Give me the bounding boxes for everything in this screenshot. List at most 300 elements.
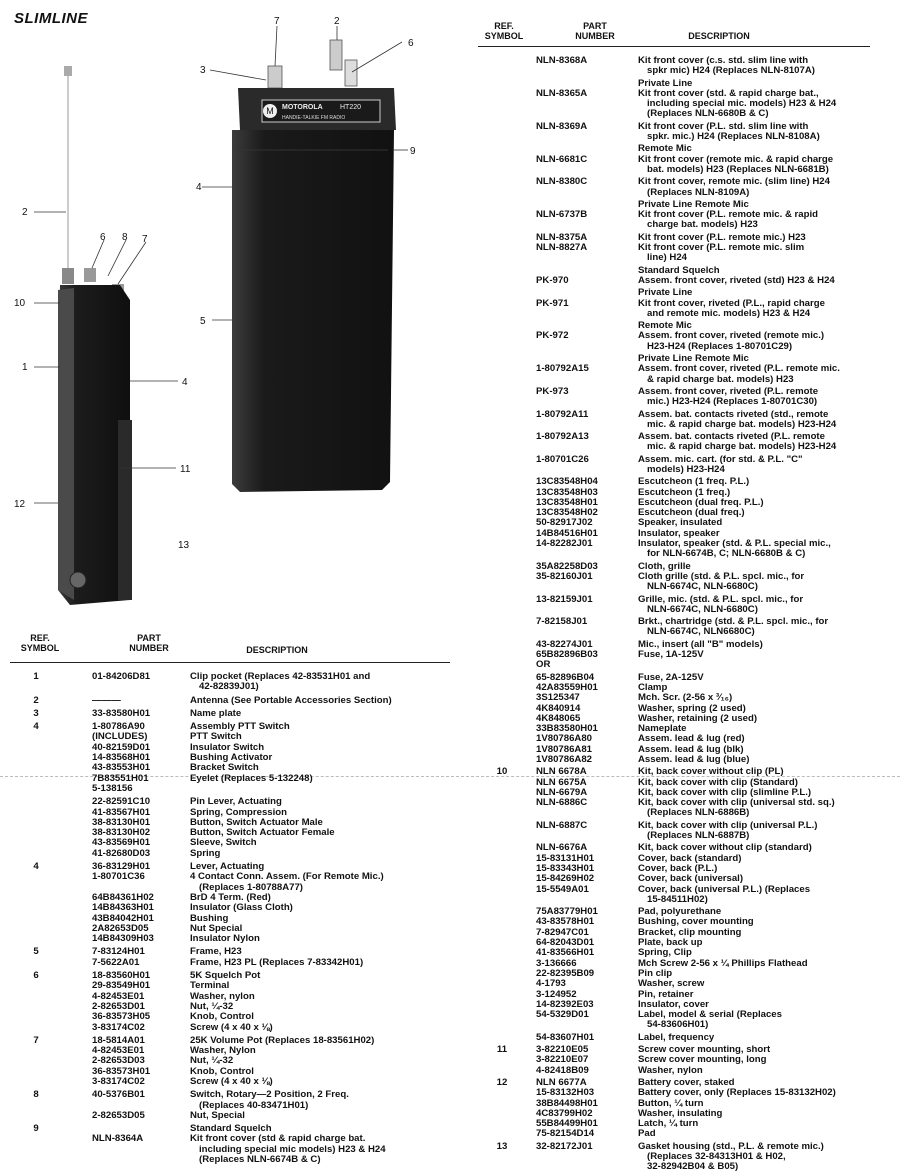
callout-2: 2 <box>22 207 28 218</box>
part-number: 7B83551H01 <box>92 772 149 784</box>
description-line: Kit front cover (std. & rapid charge bat., <box>638 87 819 99</box>
table-row <box>478 562 870 593</box>
table-row <box>478 200 870 231</box>
part-number: 4-82453E01 <box>92 1045 145 1057</box>
description-line: Assem. lead & lug (blue) <box>638 754 750 765</box>
description-cell <box>638 410 870 431</box>
description-cell <box>638 907 870 1031</box>
callout-13: 13 <box>178 540 190 551</box>
description-cell <box>638 79 870 120</box>
description-line: Assem. bat. contacts riveted (P.L. remote <box>638 431 825 443</box>
description-line: Insulator, speaker <box>638 527 720 539</box>
part-number: 36-83573H05 <box>92 1011 151 1023</box>
part-number <box>536 342 638 352</box>
part-number <box>536 895 638 905</box>
description-line: Nut, ¼-32 <box>190 1000 234 1012</box>
callout-6-right: 6 <box>408 38 414 49</box>
description-line: Kit front cover (P.L. remote mic.) H23 <box>638 231 806 243</box>
description-line: 32-82942B04 & B05) <box>647 1161 739 1173</box>
rows-left <box>10 672 450 1168</box>
description-cell <box>638 321 870 352</box>
description-cell <box>638 200 870 231</box>
description-line: Assem. mic. cart. (for std. & P.L. "C" <box>638 453 803 465</box>
part-number: 15-84269H02 <box>536 873 595 885</box>
description-line: 4 Contact Conn. Assem. (For Remote Mic.) <box>190 871 384 883</box>
table-row <box>10 862 450 944</box>
ref-symbol-cell: 1 <box>33 671 39 682</box>
description-line: Mic., insert (all "B" models) <box>638 638 763 650</box>
part-number: 4C83799H02 <box>536 1107 593 1119</box>
description-line: Brkt., chartridge (std. & P.L. spcl. mic., for <box>638 616 829 628</box>
part-number <box>536 831 638 841</box>
description-line: Button, Switch Actuator Male <box>190 816 323 828</box>
table-row <box>478 1033 870 1043</box>
description-line: Plate, back up <box>638 937 703 949</box>
description-line: Assem. front cover, riveted (P.L. remote <box>638 385 819 397</box>
part-number: 65B82896B03 <box>536 649 598 661</box>
description-cell <box>638 617 870 638</box>
part-number <box>536 220 638 230</box>
part-number-cell <box>526 1142 638 1173</box>
part-number-cell <box>526 595 638 616</box>
ref-symbol-cell: 7 <box>33 1034 39 1046</box>
part-number: 4-1793 <box>536 978 566 990</box>
description-line: Screw cover mounting, short <box>638 1044 771 1056</box>
description-line: bat. models) H23 (Replaces NLN-6681B) <box>647 163 829 175</box>
table-row <box>478 640 870 671</box>
radio-side-view <box>58 66 132 605</box>
description-line: Remote Mic <box>638 143 692 155</box>
description-line: Label, model & serial (Replaces <box>638 1009 782 1021</box>
part-number: 29-83549H01 <box>92 980 151 992</box>
description-line: Name plate <box>190 707 242 719</box>
part-number: 38-83130H01 <box>92 816 151 828</box>
description-line: Pin Lever, Actuating <box>190 796 282 808</box>
table-row <box>10 696 450 706</box>
faceplate-subtitle: HANDIE-TALKIE FM RADIO <box>282 115 346 121</box>
table-row <box>478 1078 870 1140</box>
ref-symbol-cell: 12 <box>496 1076 508 1088</box>
part-number: 65-82896B04 <box>536 671 595 683</box>
callout-2-right: 2 <box>334 16 340 27</box>
description-line: (Replaces 32-84313H01 & H02, <box>647 1150 786 1162</box>
description-line: Knob, Control <box>190 1011 254 1023</box>
part-number <box>536 549 638 559</box>
part-number <box>92 1155 190 1165</box>
description-line: Knob, Control <box>190 1065 254 1077</box>
part-number-cell <box>526 455 638 476</box>
description-line: (Replaces NLN-6886B) <box>647 807 750 819</box>
description-cell <box>190 1090 450 1121</box>
description-line: including special mic models) H23 & H24 <box>199 1143 386 1155</box>
table-row <box>478 1045 870 1076</box>
description-line: Screw cover mounting, long <box>638 1054 767 1066</box>
description-line: Assem. lead & lug (blk) <box>638 743 744 755</box>
table-row <box>478 595 870 616</box>
description-line: Pin, retainer <box>638 988 694 1000</box>
table-row <box>10 947 450 968</box>
table-row <box>478 767 870 818</box>
description-line: Cloth grille (std. & P.L. spcl. mic., for <box>638 570 805 582</box>
part-number <box>536 627 638 637</box>
part-number: 15-83343H01 <box>536 862 595 874</box>
description-header: DESCRIPTION <box>688 31 750 41</box>
description-line: Kit front cover (c.s. std. slim line with <box>638 55 809 66</box>
description-line: Kit, back cover with clip (Standard) <box>638 776 798 788</box>
table-row <box>478 673 870 766</box>
part-number-cell <box>526 321 638 352</box>
table-row <box>478 56 870 77</box>
description-line: Private Line <box>638 287 693 299</box>
description-line: (Replaces NLN-6680B & C) <box>647 108 769 120</box>
description-line: Insulator Nylon <box>190 933 260 945</box>
part-number: 1-80701C36 <box>92 871 145 883</box>
part-number: 18-83560H01 <box>92 970 151 982</box>
page-title: SLIMLINE <box>14 10 88 27</box>
table-row <box>478 233 870 264</box>
description-header: DESCRIPTION <box>246 645 308 655</box>
description-cell <box>190 722 450 794</box>
part-number <box>536 165 638 175</box>
description-line: Insulator Switch <box>190 741 265 753</box>
description-cell <box>638 595 870 616</box>
description-line: (Replaces NLN-6674B & C) <box>199 1154 321 1166</box>
description-cell <box>638 56 870 77</box>
description-cell <box>638 1078 870 1140</box>
description-line: Mch. Scr. (2-56 x ³⁄₁₆) <box>638 692 733 704</box>
description-line: Battery cover, only (Replaces 15-83132H02) <box>638 1087 836 1099</box>
table-row <box>478 354 870 385</box>
part-number: 1-80701C26 <box>536 453 589 465</box>
table-row <box>10 1090 450 1121</box>
description-line: Washer, retaining (2 used) <box>638 712 758 724</box>
part-number: PK-972 <box>536 330 569 342</box>
description-line: Standard Squelch <box>638 264 720 276</box>
part-number <box>536 109 638 119</box>
part-number-cell <box>526 821 638 842</box>
table-row <box>478 266 870 287</box>
part-number-cell <box>526 122 638 143</box>
part-number-cell <box>526 288 638 319</box>
description-line: Bracket, clip mounting <box>638 926 742 938</box>
description-cell <box>638 233 870 264</box>
description-line: Kit, back cover with clip (universal P.L.) <box>638 819 818 831</box>
part-number-cell <box>526 907 638 1031</box>
ref-symbol-cell: 5 <box>33 946 39 958</box>
description-line: Nut, Special <box>190 1109 245 1121</box>
part-number-cell <box>526 843 638 905</box>
part-number <box>536 99 638 109</box>
part-number: 41-82680D03 <box>92 847 151 859</box>
ref-symbol-cell: 2 <box>33 694 39 706</box>
description-cell <box>638 177 870 198</box>
description-line: spkr. mic.) H24 (Replaces NLN-8108A) <box>647 131 820 143</box>
description-line: Latch, ¼ turn <box>638 1118 699 1130</box>
description-line: (Replaces 1-80788A77) <box>199 881 303 893</box>
part-number: (INCLUDES) <box>92 731 148 743</box>
part-number: NLN-8827A <box>536 242 588 254</box>
part-number <box>536 66 638 76</box>
part-number-cell <box>526 617 638 638</box>
part-number-cell <box>62 971 190 1033</box>
description-cell <box>638 266 870 287</box>
description-line: Sleeve, Switch <box>190 837 257 849</box>
part-number: 1-80792A15 <box>536 363 589 375</box>
table-row <box>478 177 870 198</box>
part-number: 43-83578H01 <box>536 916 595 928</box>
description-line: BrD 4 Term. (Red) <box>190 891 271 903</box>
part-number-cell <box>526 387 638 408</box>
description-line: & rapid charge bat. models) H23 <box>647 373 794 385</box>
description-line: 42-82839J01) <box>199 681 259 693</box>
table-row <box>478 144 870 175</box>
part-number: 36-83129H01 <box>92 861 151 873</box>
description-line: Washer, spring (2 used) <box>638 702 746 714</box>
part-number: 7-82947C01 <box>536 926 589 938</box>
description-line: Assem. lead & lug (red) <box>638 733 745 745</box>
part-number: 64B84361H02 <box>92 891 154 903</box>
description-line: Washer, Nylon <box>190 1045 256 1057</box>
part-number: 75-82154D14 <box>536 1128 595 1140</box>
description-cell <box>638 455 870 476</box>
part-number: 13C83548H01 <box>536 496 598 508</box>
description-line: Escutcheon (1 freq. P.L.) <box>638 476 750 488</box>
description-line: charge bat. models) H23 <box>647 219 758 231</box>
description-line: Insulator, speaker (std. & P.L. special mic., <box>638 538 831 550</box>
rows-right <box>478 56 870 1175</box>
description-line: NLN-6674C, NLN-6680C) <box>647 603 758 615</box>
description-line: Bushing <box>190 912 229 924</box>
part-number <box>536 397 638 407</box>
part-number-cell <box>62 672 190 682</box>
part-number-cell <box>526 410 638 431</box>
part-number <box>536 582 638 592</box>
callout-6-left: 6 <box>100 232 106 243</box>
description-line: for NLN-6674B, C; NLN-6680B & C) <box>647 548 806 560</box>
part-number-cell <box>526 767 638 818</box>
description-line: NLN-6674C, NLN-6680C) <box>647 581 758 593</box>
ref-symbol-cell: 11 <box>496 1044 508 1056</box>
description-cell <box>638 477 870 559</box>
description-cell <box>638 640 870 671</box>
description-line: Cover, back (standard) <box>638 852 742 864</box>
description-line: Escutcheon (dual freq.) <box>638 507 745 519</box>
description-line: 5K Squelch Pot <box>190 970 261 982</box>
part-number: 15-83131H01 <box>536 852 595 864</box>
part-number: 50-82917J02 <box>536 517 593 529</box>
description-line: Nut, ¼-32 <box>190 1055 234 1067</box>
part-number <box>536 808 638 818</box>
description-line: Lever, Actuating <box>190 861 265 873</box>
ref-symbol-cell: 10 <box>496 766 508 778</box>
part-number: PK-971 <box>536 297 569 309</box>
description-line: Cover, back (universal) <box>638 873 744 885</box>
description-line: Private Line <box>638 77 693 89</box>
part-number: 38B84498H01 <box>536 1097 598 1109</box>
part-number: 43-83553H01 <box>92 762 151 774</box>
part-number-cell <box>526 177 638 198</box>
callout-8: 8 <box>122 232 128 243</box>
part-number: 1V80786A81 <box>536 743 593 755</box>
description-line: Nameplate <box>638 723 687 735</box>
description-line: Pad, polyurethane <box>638 906 722 918</box>
description-cell <box>190 971 450 1033</box>
description-line: Bracket Switch <box>190 762 259 774</box>
part-number: 3-82210E07 <box>536 1054 589 1066</box>
description-line: Escutcheon (dual freq. P.L.) <box>638 496 764 508</box>
part-number-cell <box>526 144 638 175</box>
part-number: 3S125347 <box>536 692 580 704</box>
description-line: Kit front cover (remote mic. & rapid charge <box>638 153 834 165</box>
table-row <box>478 617 870 638</box>
part-number: 13-82159J01 <box>536 593 593 605</box>
description-line: Antenna (See Portable Accessories Section) <box>190 694 392 706</box>
description-line: Bushing Activator <box>190 752 273 764</box>
part-number <box>536 442 638 452</box>
description-cell <box>638 1142 870 1173</box>
part-number: 7-82158J01 <box>536 616 588 628</box>
description-line: Fuse, 2A-125V <box>638 671 704 683</box>
description-line: Kit front cover (std & rapid charge bat. <box>190 1133 366 1145</box>
part-number-cell <box>62 709 190 719</box>
part-number: 13C83548H02 <box>536 507 598 519</box>
description-cell <box>190 696 450 706</box>
part-number: NLN-8380C <box>536 176 588 188</box>
description-line: Escutcheon (1 freq.) <box>638 486 731 498</box>
table-row <box>478 387 870 408</box>
description-line: models) H23-H24 <box>647 463 725 475</box>
part-number: NLN-6737B <box>536 209 588 221</box>
part-number: 41-83566H01 <box>536 947 595 959</box>
part-number <box>536 1152 638 1162</box>
table-row <box>478 843 870 905</box>
description-cell <box>638 144 870 175</box>
header-rule <box>10 662 450 663</box>
description-line: Button, ¼ turn <box>638 1097 704 1109</box>
description-line: Cloth, grille <box>638 560 691 572</box>
description-cell <box>638 354 870 385</box>
part-number: 3-82210E05 <box>536 1044 589 1056</box>
description-line: Private Line Remote Mic <box>638 198 749 210</box>
part-number: 43-83569H01 <box>92 837 151 849</box>
description-line: (Replaces NLN-6887B) <box>647 830 750 842</box>
description-line: Clip pocket (Replaces 42-83531H01 and <box>190 671 371 682</box>
description-line: Insulator, cover <box>638 998 709 1010</box>
description-cell <box>190 862 450 944</box>
description-line: mic. & rapid charge bat. models) H23-H24 <box>647 441 837 453</box>
part-number: 4-82453E01 <box>92 990 145 1002</box>
part-number: 32-82172J01 <box>536 1140 593 1152</box>
part-number: NLN-6886C <box>536 797 588 809</box>
ref-symbol-cell: 4 <box>33 861 39 873</box>
part-number: 36-83573H01 <box>92 1065 151 1077</box>
part-number: 13C83548H04 <box>536 476 598 488</box>
table-row <box>478 288 870 319</box>
header-rule <box>478 46 870 47</box>
description-line: Kit front cover (P.L. remote mic. & rapid <box>638 209 819 221</box>
description-line: Washer, screw <box>638 978 705 990</box>
description-line: PTT Switch <box>190 731 242 743</box>
callout-7-left: 7 <box>142 234 148 245</box>
description-line: Spring, Compression <box>190 806 288 818</box>
description-cell <box>638 767 870 818</box>
part-number: PK-973 <box>536 385 569 397</box>
part-number: 18-5814A01 <box>92 1034 145 1046</box>
description-cell <box>190 709 450 719</box>
description-line: and remote mic. models) H23 & H24 <box>647 307 811 319</box>
description-line: Washer, insulating <box>638 1107 723 1119</box>
description-line: Washer, nylon <box>190 990 255 1002</box>
callout-4-left: 4 <box>182 377 188 388</box>
description-line: line) H24 <box>647 252 687 264</box>
part-number <box>536 1020 638 1030</box>
description-line: Kit front cover (P.L. std. slim line with <box>638 120 809 132</box>
part-number: 1V80786A80 <box>536 733 593 745</box>
radio-exploded-photo <box>0 0 460 620</box>
description-line: Kit, back cover with clip (universal std. sq.) <box>638 797 835 809</box>
ref-symbol-cell: 9 <box>33 1123 39 1135</box>
description-line: Eyelet (Replaces 5-132248) <box>190 772 313 784</box>
description-line: Gasket housing (std., P.L. & remote mic.) <box>638 1140 824 1152</box>
part-number: 38-83130H02 <box>92 827 151 839</box>
ref-symbol-cell: 3 <box>33 707 39 719</box>
description-line: (Replaces 40-83471H01) <box>199 1099 309 1111</box>
part-number <box>536 1162 638 1172</box>
table-row <box>478 432 870 453</box>
description-line: Spring <box>190 847 221 859</box>
part-number: 15-83132H03 <box>536 1087 595 1099</box>
part-number: 41-83567H01 <box>92 806 151 818</box>
callout-12: 12 <box>14 499 26 510</box>
description-line: Assem. front cover, riveted (std) H23 & H24 <box>638 274 835 286</box>
description-cell <box>190 1124 450 1165</box>
callout-11: 11 <box>180 464 191 475</box>
description-line: Kit front cover (P.L. remote mic. slim <box>638 242 805 254</box>
description-cell <box>190 947 450 968</box>
description-cell <box>638 821 870 842</box>
part-number-cell <box>62 722 190 794</box>
part-number: 2-82653D01 <box>92 1000 145 1012</box>
callout-3: 3 <box>200 65 206 76</box>
part-number: NLN-8365A <box>536 87 588 99</box>
table-row <box>478 79 870 120</box>
description-line: Bushing, cover mounting <box>638 916 754 928</box>
part-number: PK-970 <box>536 274 569 286</box>
part-number-cell <box>526 200 638 231</box>
part-number-cell <box>526 233 638 264</box>
part-number: 1-80792A13 <box>536 431 589 443</box>
part-number: 54-83607H01 <box>536 1031 595 1043</box>
table-row <box>10 971 450 1033</box>
part-number: NLN-8369A <box>536 120 588 132</box>
part-number: 1V80786A82 <box>536 754 593 765</box>
table-row <box>478 1142 870 1173</box>
part-number: OR <box>536 659 551 671</box>
part-number: 14-83568H01 <box>92 752 151 764</box>
ref-symbol-cell: 4 <box>33 721 39 733</box>
ref-symbol-cell: 6 <box>33 970 39 982</box>
description-line <box>638 660 870 670</box>
table-row <box>10 709 450 719</box>
description-line: Switch, Rotary—2 Position, 2 Freq. <box>190 1089 349 1101</box>
part-number: NLN-6887C <box>536 819 588 831</box>
part-number-cell <box>62 1124 190 1165</box>
callout-5: 5 <box>200 316 206 327</box>
part-number-cell <box>62 1090 190 1121</box>
description-line: Screw (4 x 40 x ⅛) <box>190 1021 273 1033</box>
description-cell <box>190 797 450 859</box>
part-number: 1-80786A90 <box>92 721 145 733</box>
